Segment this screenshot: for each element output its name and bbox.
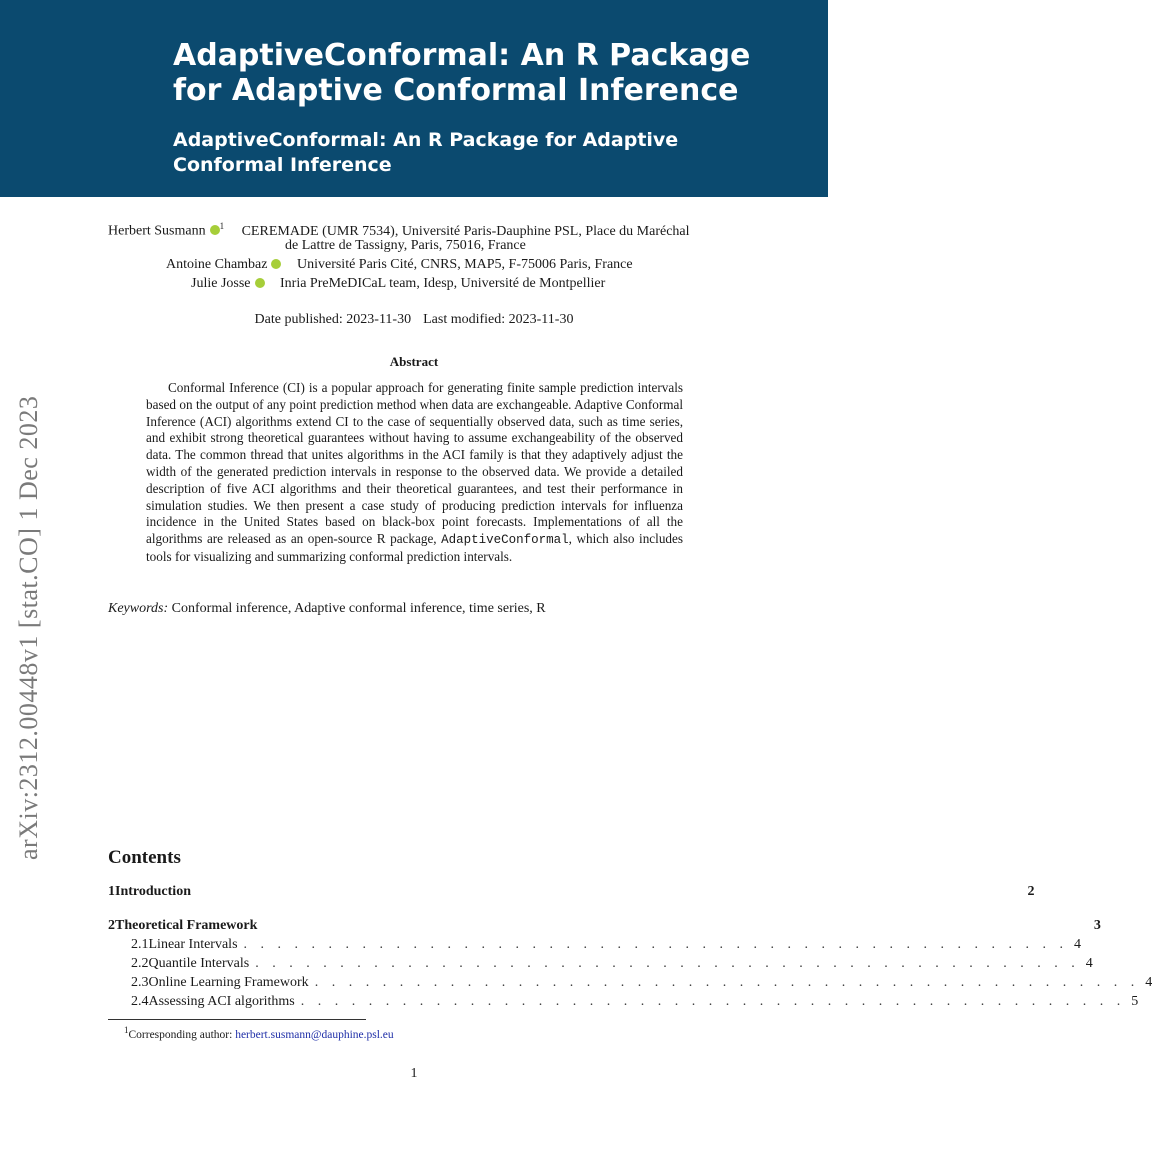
toc-leader: . . . . . . . . . . . . . . . . . . . . . . . . . . . . . . . . . . . . . . . . . . . . . . . . . (255, 956, 1080, 971)
keywords-text: Conformal inference, Adaptive conformal inference, time series, R (171, 601, 546, 616)
toc-number: 2.3 (131, 975, 149, 990)
footnote (124, 1025, 394, 1041)
package-name-code: AdaptiveConformal (441, 533, 569, 548)
toc-title: Introduction (115, 884, 191, 899)
author-affiliation: Inria PreMeDICaL team, Idesp, Université de Montpellier (280, 276, 606, 291)
author-affiliation-cont: de Lattre de Tassigny, Paris, 75016, France (285, 238, 526, 253)
toc-title: Theoretical Framework (115, 918, 258, 933)
toc-title: Assessing ACI algorithms (148, 994, 295, 1009)
abstract-heading: Abstract (389, 354, 439, 369)
date-published: Date published: 2023-11-30 (254, 312, 412, 327)
keywords-label: Keywords: (108, 601, 169, 616)
footnote-mark: 1 (124, 1025, 129, 1035)
toc-entry[interactable] (108, 884, 1035, 903)
toc-number: 1 (108, 884, 115, 899)
toc-title: Quantile Intervals (148, 956, 250, 971)
toc-page: 5 (1131, 994, 1139, 1009)
author-name: Julie Josse (191, 276, 251, 291)
author-affiliation: CEREMADE (UMR 7534), Université Paris-Dauphine PSL, Place du Maréchal (241, 223, 690, 239)
toc-page: 4 (1085, 956, 1093, 971)
toc-entry[interactable] (108, 975, 1152, 994)
title-banner (0, 0, 828, 197)
toc-number: 2.2 (131, 956, 149, 971)
date-modified: Last modified: 2023-11-30 (423, 312, 574, 327)
paper-title: AdaptiveConformal: An R Package for Adaptive Conformal Inference (173, 38, 751, 108)
toc-page: 4 (1145, 975, 1152, 990)
toc-number: 2.4 (131, 994, 149, 1009)
toc-title: Online Learning Framework (148, 975, 309, 990)
orcid-icon[interactable] (255, 278, 265, 288)
abstract-text (146, 380, 683, 566)
toc-leader: . . . . . . . . . . . . . . . . . . . . . . . . . . . . . . . . . . . . . . . . . . . . . . . . . (243, 937, 1069, 952)
toc-page: 2 (1027, 884, 1035, 899)
orcid-icon[interactable] (271, 259, 281, 269)
toc-leader: . . . . . . . . . . . . . . . . . . . . . . . . . . . . . . . . . . . . . . . . . . . . . . . . . (300, 994, 1126, 1009)
author-name: Herbert Susmann (108, 223, 206, 239)
toc-leader: . . . . . . . . . . . . . . . . . . . . . . . . . . . . . . . . . . . . . . . . . . . . . . . . . (314, 975, 1140, 990)
toc-number: 2 (108, 918, 115, 933)
toc-number: 2.1 (131, 937, 149, 952)
email-link[interactable]: herbert.susmann@dauphine.psl.eu (235, 1028, 394, 1041)
abstract-part: Conformal Inference (CI) is a popular approach for generating finite sample prediction intervals based on the output of any point prediction method when data are exchangeable. Adaptive Conformal Inference (ACI) algorithms extend CI to the case of sequentially observed data, such as time series, and exhibit strong theoretical guarantees without having to assume exchangeability of the observed data. The common thread that unites algorithms in the ACI family is that they adaptively adjust the width of the generated prediction intervals in response to the observed data. We provide a detailed description of five ACI algorithms and their theoretical guarantees, and test their performance in simulation studies. We then present a case study of producing prediction intervals for influenza incidence in the United States based on black-box point forecasts. Implementations of all the algorithms are released as an open-source R package, (146, 380, 683, 547)
toc-page: 4 (1074, 937, 1082, 952)
footnote-label: Corresponding author: (128, 1028, 236, 1041)
contents-heading: Contents (108, 847, 181, 868)
toc-title: Linear Intervals (148, 937, 238, 952)
toc-entry[interactable] (108, 937, 1082, 956)
orcid-icon[interactable] (210, 225, 220, 235)
keywords-line (108, 601, 728, 617)
author-row-2 (166, 255, 633, 274)
author-name: Antoine Chambaz (166, 257, 268, 272)
abstract-part: , which also includes tools for visualizing and summarizing conformal prediction intervals. (146, 531, 683, 564)
toc-entry[interactable] (108, 994, 1139, 1013)
footnote-rule (108, 1019, 366, 1020)
arxiv-stamp: arXiv:2312.00448v1 [stat.CO] 1 Dec 2023 (14, 395, 43, 860)
author-affiliation: Université Paris Cité, CNRS, MAP5, F-75006 Paris, France (296, 257, 633, 272)
toc-entry[interactable] (108, 956, 1093, 975)
author-row-3 (191, 274, 605, 293)
footnote-mark: 1 (219, 221, 225, 231)
page-number: 1 (410, 1066, 418, 1081)
toc-page: 3 (1093, 918, 1101, 933)
dates-line (0, 312, 828, 328)
toc-entry[interactable] (108, 918, 1101, 937)
paper-subtitle: AdaptiveConformal: An R Package for Adaptive Conformal Inference (173, 129, 679, 176)
